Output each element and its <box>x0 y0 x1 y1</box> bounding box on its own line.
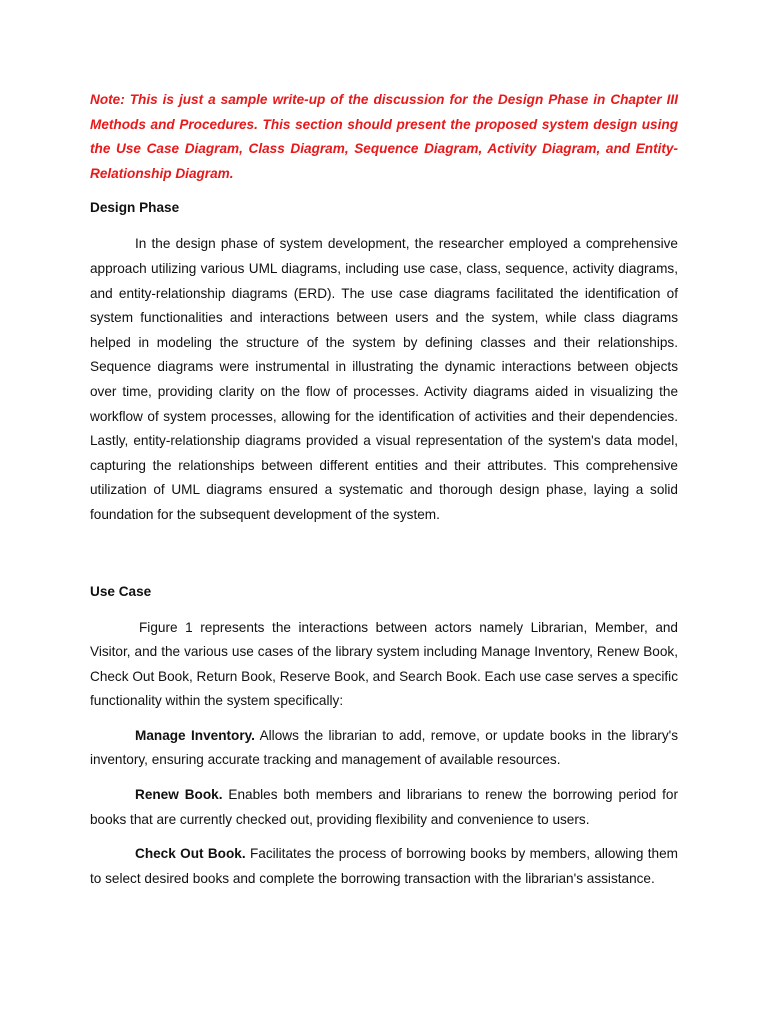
use-case-item-renew-book <box>90 783 678 832</box>
use-case-term: Check Out Book. <box>135 846 246 862</box>
use-case-description: Allows the librarian to add, remove, or update books in the library's inventory, ensuring accurate tracking and management of available resources. <box>90 727 679 768</box>
design-phase-paragraph: In the design phase of system development, the researcher employed a comprehensive approach utilizing various UML diagrams, including use case, class, sequence, activity diagrams, and entity-relationship diagrams (ERD). The use case diagrams facilitated the identification of system functionalities and interactions between users and the system, while class diagrams helped in modeling the structure of the system by defining classes and their relationships. Sequence diagrams were instrumental in illustrating the dynamic interactions between objects over time, providing clarity on the flow of processes. Activity diagrams aided in visualizing the workflow of system processes, allowing for the identification of activities and their dependencies. Lastly, entity-relationship diagrams provided a visual representation of the system's data model, capturing the relationships between different entities and their attributes. This comprehensive utilization of UML diagrams ensured a systematic and thorough design phase, laying a solid foundation for the subsequent development of the system. <box>90 236 678 522</box>
use-case-term: Renew Book. <box>135 787 223 803</box>
use-case-item-check-out-book <box>90 842 678 891</box>
use-case-description: Facilitates the process of borrowing books by members, allowing them to select desired books and complete the borrowing transaction with the librarian's assistance. <box>90 846 678 886</box>
design-phase-heading: Design Phase <box>90 200 180 216</box>
use-case-term: Manage Inventory. <box>135 727 255 743</box>
use-case-heading: Use Case <box>90 583 152 599</box>
sample-note: Note: This is just a sample write-up of the discussion for the Design Phase in Chapter III Methods and Procedures. This section should present the proposed system design using the Use Case Diagram, Class Diagram, Sequence Diagram, Activity Diagram, and Entity-Relationship Diagram. <box>90 92 678 181</box>
use-case-item-manage-inventory <box>90 724 678 773</box>
use-case-intro: Figure 1 represents the interactions between actors namely Librarian, Member, and Visitor, and the various use cases of the library system including Manage Inventory, Renew Book, Check Out Book, Return Book, Reserve Book, and Search Book. Each use case serves a specific functionality within the system specifically: <box>90 619 678 709</box>
use-case-description: Enables both members and librarians to renew the borrowing period for books that are currently checked out, providing flexibility and convenience to users. <box>90 787 678 827</box>
